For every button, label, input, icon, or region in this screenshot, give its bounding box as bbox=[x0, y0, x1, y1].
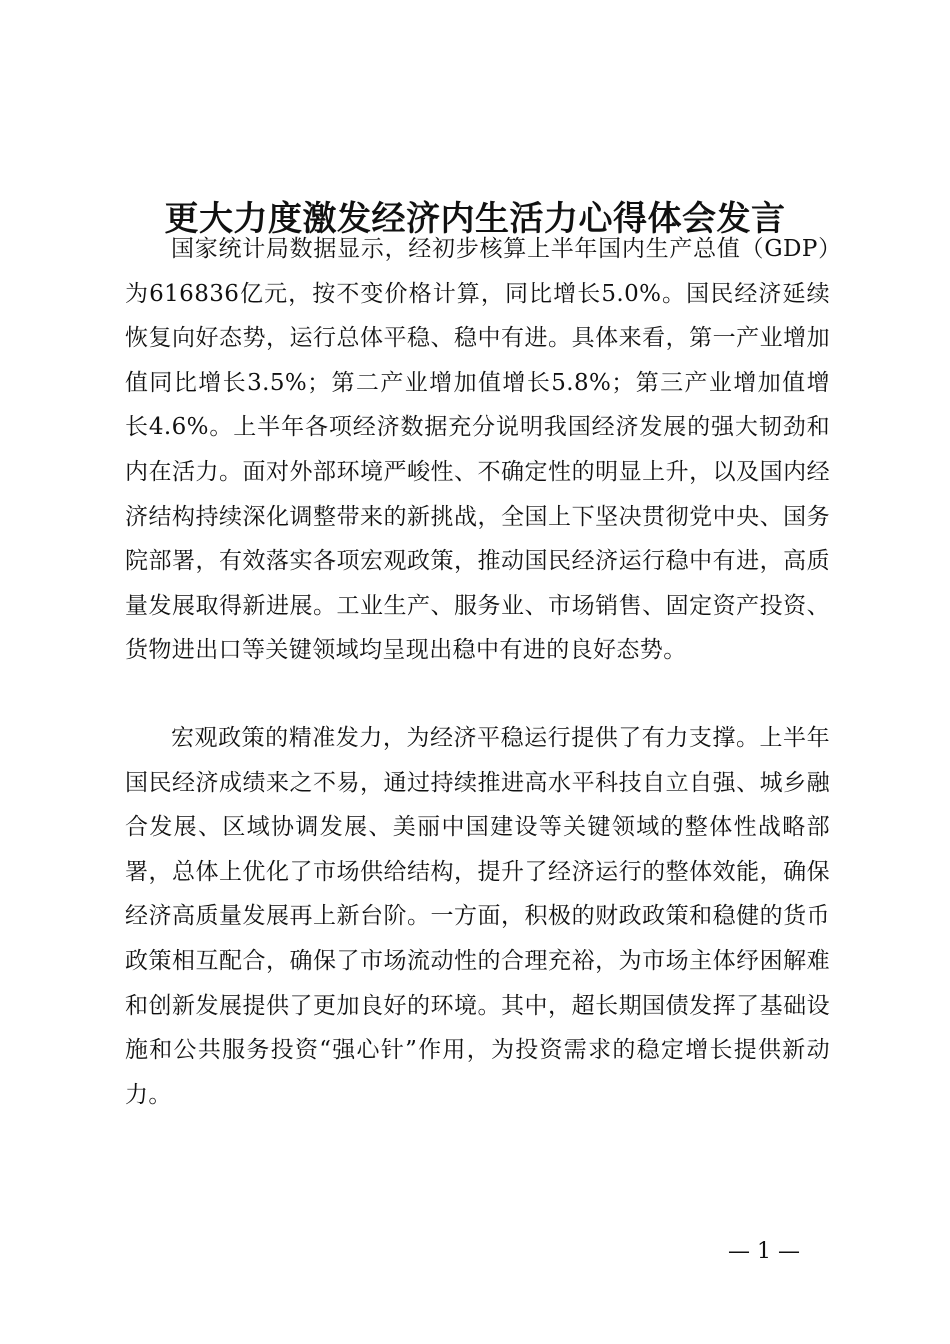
page-number: — 1 — bbox=[728, 1239, 800, 1264]
paragraph-1: 国家统计局数据显示，经初步核算上半年国内生产总值（GDP）为616836亿元，按不变价格计算，同比增长5.0%。国民经济延续恢复向好态势，运行总体平稳、稳中有进。具体来看，第一产业增加值同比增长3.5%；第二产业增加值增长5.8%；第三产业增加值增长4.6%。上半年各项经济数据充分说明我国经济发展的强大韧劲和内在活力。面对外部环境严峻性、不确定性的明显上升，以及国内经济结构持续深化调整带来的新挑战，全国上下坚决贯彻党中央、国务院部署，有效落实各项宏观政策，推动国民经济运行稳中有进，高质量发展取得新进展。工业生产、服务业、市场销售、固定资产投资、货物进出口等关键领域均呈现出稳中有进的良好态势。 bbox=[125, 236, 830, 664]
document-title: 更大力度激发经济内生活力心得体会发言 bbox=[164, 198, 786, 239]
paragraph-1-container bbox=[125, 227, 830, 673]
paragraph-2-container bbox=[125, 716, 830, 1117]
paragraph-2: 宏观政策的精准发力，为经济平稳运行提供了有力支撑。上半年国民经济成绩来之不易，通过持续推进高水平科技自立自强、城乡融合发展、区域协调发展、美丽中国建设等关键领域的整体性战略部署，总体上优化了市场供给结构，提升了经济运行的整体效能，确保经济高质量发展再上新台阶。一方面，积极的财政政策和稳健的货币政策相互配合，确保了市场流动性的合理充裕，为市场主体纾困解难和创新发展提供了更加良好的环境。其中，超长期国债发挥了基础设施和公共服务投资“强心针”作用，为投资需求的稳定增长提供新动力。 bbox=[125, 725, 830, 1108]
